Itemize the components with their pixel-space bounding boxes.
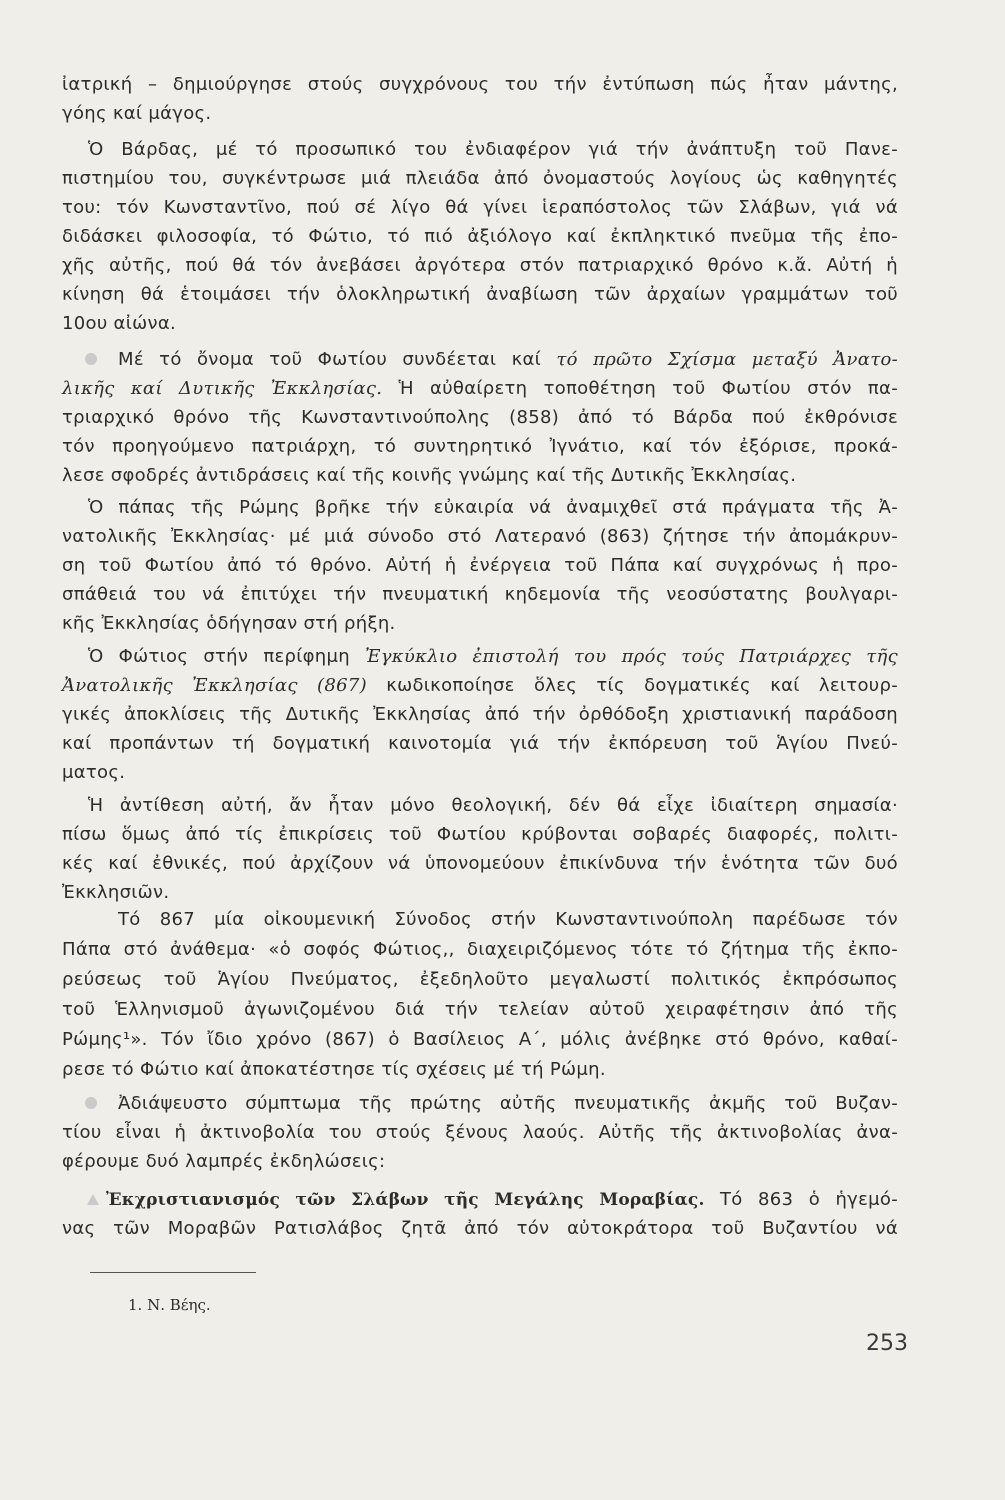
text-line: Ἡ ἀντίθεση αὐτή, ἄν ἦταν μόνο θεολογική, δέν θά εἶχε ἰδιαίτερη σημασία·	[88, 795, 898, 816]
text-segment: κωδικοποίησε ὅλες τίς δογματικές καί λειτουρ-	[366, 675, 898, 696]
page-number: 253	[866, 1331, 908, 1356]
text-line	[62, 374, 898, 403]
text-segment: Ἡ αὐθαίρετη τοποθέτηση τοῦ Φωτίου στόν πα-	[382, 378, 898, 399]
italic-phrase: Ἐγκύκλιο ἐπιστολή του πρός τούς Πατριάρχες τῆς	[365, 646, 899, 667]
bullet-icon	[85, 1097, 97, 1109]
italic-phrase: λικῆς καί Δυτικῆς Ἐκκλησίας.	[62, 378, 383, 399]
text-line: πίσω ὅμως ἀπό τίς ἐπικρίσεις τοῦ Φωτίου κρύβονται σοβαρές διαφορές, πολιτι-	[62, 824, 898, 845]
text-line: γόης καί μάγος.	[62, 103, 212, 124]
text-line: γικές ἀποκλίσεις τῆς Δυτικῆς Ἐκκλησίας ἀπό τήν ὀρθόδοξη χριστιανική παράδοση	[62, 704, 898, 725]
text-line	[62, 1185, 898, 1214]
text-line: κές καί ἐθνικές, πού ἀρχίζουν νά ὑπονομεύουν ἐπικίνδυνα τήν ἑνότητα τῶν δυό	[62, 853, 898, 874]
text-segment: Ὁ Φώτιος στήν περίφημη	[88, 646, 366, 667]
text-line: Ὁ πάπας τῆς Ρώμης βρῆκε τήν εὐκαιρία νά ἀναμιχθεῖ στά πράγματα τῆς Ἀ-	[88, 497, 898, 518]
text-segment: Ἀδιάψευστο σύμπτωμα τῆς πρώτης αὐτῆς πνευματικῆς ἀκμῆς τοῦ Βυζαν-	[118, 1093, 898, 1114]
text-line: τοῦ Ἑλληνισμοῦ ἀγωνιζομένου διά τήν τελείαν αὐτοῦ χειραφέτησιν ἀπό τῆς	[62, 999, 898, 1020]
text-line: Πάπα στό ἀνάθεμα· «ὁ σοφός Φώτιος,, διαχειριζόμενος τότε τό ζήτημα τῆς ἐκπο-	[62, 939, 898, 960]
text-line: τριαρχικό θρόνο τῆς Κωνσταντινούπολης (858) ἀπό τό Βάρδα πού ἐκθρόνισε	[62, 407, 898, 428]
text-line: φέρουμε δυό λαμπρές ἐκδηλώσεις:	[62, 1151, 386, 1172]
text-line: κίνηση θά ἑτοιμάσει τήν ὁλοκληρωτική ἀναβίωση τῶν ἀρχαίων γραμμάτων τοῦ	[62, 284, 898, 305]
paragraph	[62, 135, 898, 338]
text-segment: Μέ τό ὄνομα τοῦ Φωτίου συνδέεται καί	[118, 349, 557, 370]
text-line: ρεσε τό Φώτιο καί ἀποκατέστησε τίς σχέσεις μέ τή Ρώμη.	[62, 1059, 606, 1080]
text-line: λεσε σφοδρές ἀντιδράσεις καί τῆς κοινῆς γνώμης καί τῆς Δυτικῆς Ἐκκλησίας.	[62, 465, 797, 486]
text-line: σπάθειά του νά ἐπιτύχει τήν πνευματική κηδεμονία τῆς νεοσύστατης βουλγαρι-	[62, 584, 898, 605]
text-line: πιστημίου του, συγκέντρωσε μιά πλειάδα ἀπό ὀνομαστούς λογίους ὡς καθηγητές	[62, 168, 898, 189]
text-line	[62, 671, 898, 700]
text-line: τίου εἶναι ἡ ἀκτινοβολία του στούς ξένους λαούς. Αὐτῆς τῆς ἀκτινοβολίας ἀνα-	[62, 1122, 898, 1143]
bullet-icon	[85, 353, 97, 365]
text-line: ἰατρική – δημιούργησε στούς συγχρόνους του τήν ἐντύπωση πώς ἦταν μάντης,	[62, 74, 898, 95]
text-line: ρεύσεως τοῦ Ἁγίου Πνεύματος, ἐξεδηλοῦτο μεγαλωστί πολιτικός ἐκπρόσωπος	[62, 969, 898, 990]
paragraph	[62, 493, 898, 638]
text-line: χῆς αὐτῆς, πού θά τόν ἀνεβάσει ἀργότερα στόν πατριαρχικό θρόνο κ.ἄ. Αὐτή ἡ	[62, 255, 898, 276]
text-line: Ρώμης¹». Τόν ἴδιο χρόνο (867) ὁ Βασίλειος Α΄, μόλις ἀνέβηκε στό θρόνο, καθαί-	[62, 1029, 898, 1050]
paragraph	[62, 70, 898, 128]
paragraph	[62, 1185, 898, 1243]
triangle-icon	[87, 1194, 99, 1205]
text-line: του: τόν Κωνσταντῖνο, πού σέ λίγο θά γίνει ἱεραπόστολος τῶν Σλάβων, γιά νά	[62, 197, 898, 218]
italic-phrase: Ἀνατολικῆς Ἐκκλησίας (867)	[62, 675, 367, 696]
paragraph	[62, 791, 898, 907]
paragraph	[62, 905, 898, 1085]
text-line: Ἐκκλησιῶν.	[62, 882, 170, 903]
bold-heading: Ἐκχριστιανισμός τῶν Σλάβων τῆς Μεγάλης Μοραβίας.	[106, 1190, 705, 1210]
paragraph	[62, 1089, 898, 1176]
text-line: ση τοῦ Φωτίου ἀπό τό θρόνο. Αὐτή ἡ ἐνέργεια τοῦ Πάπα καί συγχρόνως ἡ προ-	[62, 555, 898, 576]
paragraph	[62, 345, 898, 490]
text-line	[62, 642, 898, 671]
text-line	[62, 345, 898, 374]
text-line: ματος.	[62, 762, 126, 783]
text-line: νας τῶν Μοραβῶν Ρατισλάβος ζητᾶ ἀπό τόν αὐτοκράτορα τοῦ Βυζαντίου νά	[62, 1218, 898, 1239]
text-segment: Τό 863 ὁ ἡγεμό-	[704, 1189, 898, 1210]
footnote: 1. Ν. Βέης.	[128, 1296, 211, 1314]
text-line: διδάσκει φιλοσοφία, τό Φώτιο, τό πιό ἀξιόλογο καί ἐκπληκτικό πνεῦμα τῆς ἐπο-	[62, 226, 898, 247]
text-line	[62, 1089, 898, 1118]
text-line: νατολικῆς Ἐκκλησίας· μέ μιά σύνοδο στό Λατερανό (863) ζήτησε τήν ἀπομάκρυν-	[62, 526, 898, 547]
text-line: τόν προηγούμενο πατριάρχη, τό συντηρητικό Ἰγνάτιο, καί τόν ἐξόρισε, προκά-	[62, 436, 898, 457]
paragraph	[62, 642, 898, 787]
text-line: 10ου αἰώνα.	[62, 313, 177, 334]
italic-phrase: τό πρῶτο Σχίσμα μεταξύ Ἀνατο-	[556, 349, 898, 370]
footnote-rule	[90, 1272, 256, 1273]
text-line: Τό 867 μία οἰκουμενική Σύνοδος στήν Κωνσταντινούπολη παρέδωσε τόν	[118, 909, 898, 930]
text-line: Ὁ Βάρδας, μέ τό προσωπικό του ἐνδιαφέρον γιά τήν ἀνάπτυξη τοῦ Πανε-	[88, 139, 898, 160]
text-line: καί προπάντων τή δογματική καινοτομία γιά τήν ἐκπόρευση τοῦ Ἁγίου Πνεύ-	[62, 733, 898, 754]
text-line: κῆς Ἐκκλησίας ὁδήγησαν στή ρήξη.	[62, 613, 396, 634]
